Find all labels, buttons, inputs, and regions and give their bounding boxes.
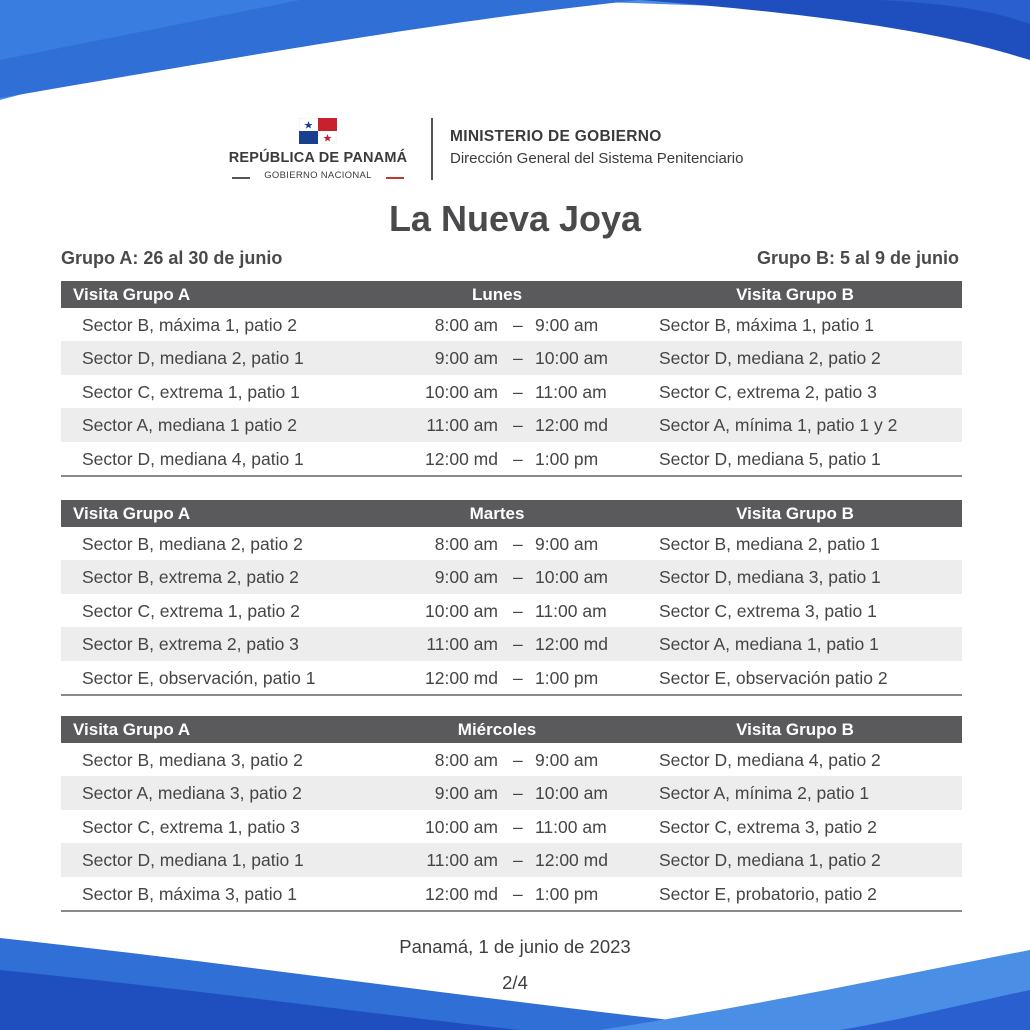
cell-time-from: 10:00 am [425,381,498,402]
header [0,112,1030,192]
cell-group-b: Sector D, mediana 4, patio 2 [659,750,881,770]
cell-time-to: 9:00 am [535,315,599,335]
cell-group-b: Sector D, mediana 5, patio 1 [659,448,881,469]
cell-group-a: Sector B, extrema 2, patio 3 [82,634,299,655]
table-row [61,527,962,560]
table-row [61,442,962,475]
cell-time-from: 10:00 am [425,816,498,837]
table-row [61,308,962,341]
cell-time-dash: – [513,750,523,770]
cell-time-from: 11:00 am [426,850,498,871]
header-day: Martes [469,504,525,523]
republic-name: REPÚBLICA DE PANAMÁ [228,150,408,166]
table-row [61,627,962,660]
cell-group-b: Sector E, probatorio, patio 2 [659,883,877,904]
header-day: Lunes [471,285,523,304]
group-a-dates: Grupo A: 26 al 30 de junio [61,248,283,268]
block-bottom-rule [61,910,962,912]
cell-group-b: Sector B, mediana 2, patio 1 [659,534,880,554]
schedule-block-wednesday [61,716,962,912]
cell-group-a: Sector C, extrema 1, patio 3 [82,816,300,837]
cell-time-from: 8:00 am [434,750,498,770]
header-group-b: Visita Grupo B [736,720,854,739]
cell-group-b: Sector E, observación patio 2 [659,667,888,688]
panama-flag-icon [299,118,337,144]
table-row [61,843,962,876]
table-row [61,877,962,910]
header-group-a: Visita Grupo A [73,285,191,304]
cell-time-from: 12:00 md [425,883,498,904]
cell-time-from: 12:00 md [425,448,498,469]
cell-time-to: 1:00 pm [535,883,599,904]
cell-group-b: Sector D, mediana 3, patio 1 [659,567,881,588]
cell-time-from: 8:00 am [434,315,498,335]
cell-time-to: 10:00 am [535,348,608,369]
cell-time-from: 11:00 am [426,634,498,655]
footer-date: Panamá, 1 de junio de 2023 [399,936,631,957]
cell-time-dash: – [513,315,523,335]
header-group-b: Visita Grupo B [736,285,854,304]
cell-time-dash: – [513,600,523,621]
cell-group-a: Sector A, mediana 3, patio 2 [82,783,302,804]
cell-time-to: 11:00 am [535,600,607,621]
table-row [61,341,962,374]
cell-time-from: 9:00 am [434,567,498,588]
cell-group-b: Sector A, mínima 1, patio 1 y 2 [659,415,898,436]
cell-time-to: 10:00 am [535,567,608,588]
cell-time-to: 12:00 md [535,415,608,436]
cell-group-a: Sector E, observación, patio 1 [82,667,316,688]
header-group-b: Visita Grupo B [736,504,854,523]
cell-group-a: Sector D, mediana 2, patio 1 [82,348,304,369]
cell-time-to: 1:00 pm [535,667,599,688]
cell-time-dash: – [513,850,523,871]
block-header [61,281,962,308]
cell-group-a: Sector C, extrema 1, patio 1 [82,381,300,402]
cell-time-from: 10:00 am [425,600,498,621]
cell-group-a: Sector B, mediana 3, patio 2 [82,750,303,770]
cell-time-from: 8:00 am [434,534,498,554]
direction-name: Dirección General del Sistema Penitenciario [450,150,744,167]
block-bottom-rule [61,694,962,696]
ministry-name: MINISTERIO DE GOBIERNO [450,128,662,145]
schedule-block-monday [61,281,962,477]
cell-time-dash: – [513,448,523,469]
block-header [61,500,962,527]
cell-group-b: Sector C, extrema 3, patio 2 [659,816,877,837]
cell-time-dash: – [513,567,523,588]
block-bottom-rule [61,475,962,477]
cell-group-a: Sector B, mediana 2, patio 2 [82,534,303,554]
cell-group-a: Sector D, mediana 1, patio 1 [82,850,304,871]
cell-time-dash: – [513,667,523,688]
bottom-wave-decoration [0,920,1030,1030]
government-name: GOBIERNO NACIONAL [264,170,372,181]
cell-group-b: Sector D, mediana 2, patio 2 [659,348,881,369]
government-label [232,170,404,184]
cell-time-from: 9:00 am [434,783,498,804]
cell-time-dash: – [513,816,523,837]
header-divider [431,118,433,180]
cell-group-b: Sector D, mediana 1, patio 2 [659,850,881,871]
table-row [61,594,962,627]
page-number: 2/4 [502,972,528,993]
cell-group-b: Sector A, mínima 2, patio 1 [659,783,870,804]
table-row [61,810,962,843]
cell-time-to: 12:00 md [535,850,608,871]
table-row [61,375,962,408]
schedule-block-tuesday [61,500,962,696]
cell-time-from: 11:00 am [426,415,498,436]
block-header [61,716,962,743]
cell-group-b: Sector A, mediana 1, patio 1 [659,634,879,655]
cell-group-b: Sector C, extrema 3, patio 1 [659,600,877,621]
cell-group-a: Sector B, extrema 2, patio 2 [82,567,299,588]
cell-time-to: 11:00 am [535,381,607,402]
cell-group-a: Sector A, mediana 1 patio 2 [82,415,297,436]
cell-time-dash: – [513,634,523,655]
table-row [61,776,962,809]
page-title: La Nueva Joya [388,198,642,239]
cell-group-b: Sector C, extrema 2, patio 3 [659,381,877,402]
table-row [61,661,962,694]
cell-group-a: Sector C, extrema 1, patio 2 [82,600,300,621]
cell-time-dash: – [513,883,523,904]
cell-time-dash: – [513,348,523,369]
top-wave-decoration [0,0,1030,110]
cell-time-dash: – [513,415,523,436]
table-row [61,408,962,441]
cell-time-to: 12:00 md [535,634,608,655]
cell-time-dash: – [513,381,523,402]
table-row [61,560,962,593]
header-day: Miércoles [457,720,537,739]
table-row [61,743,962,776]
cell-time-dash: – [513,783,523,804]
cell-group-b: Sector B, máxima 1, patio 1 [659,315,874,335]
cell-time-to: 9:00 am [535,750,599,770]
cell-group-a: Sector B, máxima 3, patio 1 [82,883,297,904]
cell-group-a: Sector B, máxima 1, patio 2 [82,315,297,335]
cell-group-a: Sector D, mediana 4, patio 1 [82,448,304,469]
cell-time-to: 9:00 am [535,534,599,554]
cell-time-dash: – [513,534,523,554]
group-b-dates: Grupo B: 5 al 9 de junio [756,248,959,268]
cell-time-from: 12:00 md [425,667,498,688]
header-group-a: Visita Grupo A [73,504,191,523]
cell-time-from: 9:00 am [434,348,498,369]
header-group-a: Visita Grupo A [73,720,191,739]
cell-time-to: 11:00 am [535,816,607,837]
cell-time-to: 1:00 pm [535,448,599,469]
cell-time-to: 10:00 am [535,783,608,804]
